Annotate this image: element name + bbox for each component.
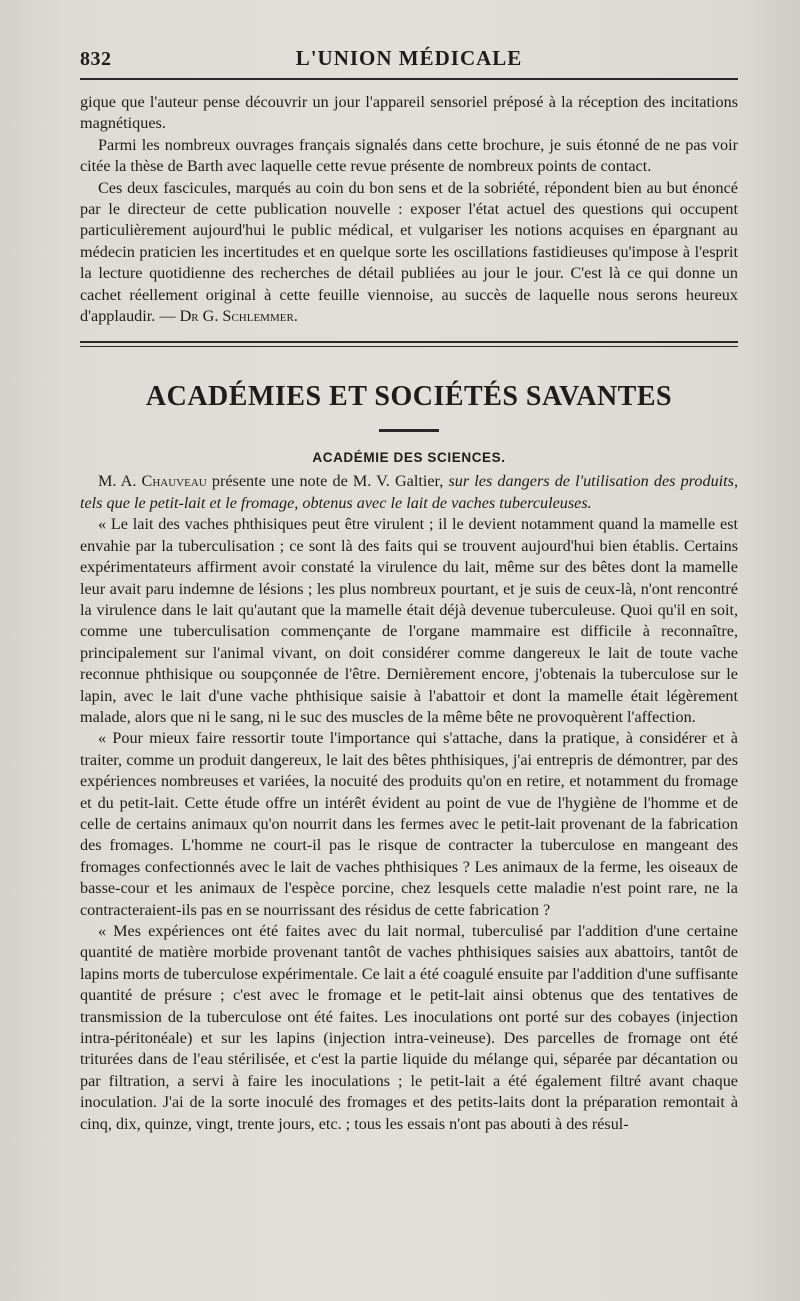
intro-paragraph-3	[80, 178, 738, 328]
body-paragraph-3: « Pour mieux faire ressortir toute l'importance qui s'attache, dans la pratique, à considérer et à traiter, comme un produit dangereux, le lait des bêtes phthisiques, j'ai entrepris de démontrer, par des expériences nombreuses et variées, la nocuité des produits qu'on en retire, et notamment du fromage et du petit-lait. Cette étude offre un intérêt évident au point de vue de l'hygiène de l'homme et de celle de certains animaux qu'on nourrit dans les fermes avec le petit-lait provenant de la fabrication des fromages. L'homme ne court-il pas le risque de contracter la tuberculose en mangeant des fromages confectionnés avec le lait de vaches phthisiques ? Les animaux de la ferme, les oiseaux de basse-cour et les animaux de l'espèce porcine, chez lesquels cette maladie n'est point rare, ne la contracteraient-ils pas en se nourrissant des résidus de cette fabrication ?	[80, 729, 738, 919]
section-title-rule	[379, 429, 439, 432]
page-number: 832	[80, 48, 112, 70]
body-paragraph-1	[80, 471, 738, 514]
section-title: ACADÉMIES ET SOCIÉTÉS SAVANTES	[145, 381, 673, 413]
body-paragraph-4: « Mes expériences ont été faites avec du lait normal, tuberculisé par l'addition d'une certaine quantité de matière morbide provenant tantôt de vaches phthisiques saisies aux abattoirs, tantôt de lapins morts de tuberculose expérimentale. Ce lait a été coagulé ensuite par l'addition d'une suffisante quantité de présure ; c'est avec le fromage et le petit-lait ainsi obtenus que des tentatives de transmission de la tuberculose ont été faites. Les inoculations ont porté sur des cobayes (injection intra-péritonéale) et sur les lapins (injection intra-veineuse). Des parcelles de fromage ont été triturées dans de l'eau stérilisée, et c'est la partie liquide du mélange qui, séparée par décantation ou par filtration, a servi à faire les inoculations ; le petit-lait a été également filtré avant chaque inoculation. J'ai de la sorte inoculé des fromages et des petits-laits dont la préparation remontait à cinq, dix, quinze, vingt, trente jours, etc. ; tous les essais n'ont pas abouti à des résul-	[80, 922, 738, 1133]
body-paragraph-1-text: présente une note de M. V. Galtier,	[206, 472, 449, 491]
body-paragraph-2: « Le lait des vaches phthisiques peut être virulent ; il le devient notamment quand la mamelle est envahie par la tuberculisation ; ce sont là des faits qui se trouvent aujourd'hui bien établis. Certains expérimentateurs affirment avoir constaté la virulence du lait, même sur des bêtes dont la mamelle leur avait paru indemne de lésions ; les plus nombreux pourtant, et je suis de ceux-là, n'ont rencontré la virulence dans le lait qu'autant que la mamelle était déjà devenue tuberculeuse. Quoi qu'il en soit, comme une tuberculisation commençante de l'organe mammaire est difficile à reconnaître, principalement sur l'animal vivant, on doit considérer comme dangereux le lait de toute vache reconnue phthisique ou soupçonnée de l'être. Dernièrement encore, j'obtenais la tuberculose sur le lapin, avec le lait d'une vache phthisique saisie à l'abattoir et dont la mamelle était légèrement malade, alors que ni le sang, ni le suc des muscles de la même bête ne provoquèrent l'affection.	[80, 515, 738, 726]
subsection-title: ACADÉMIE DES SCIENCES.	[312, 450, 506, 466]
running-title: L'UNION MÉDICALE	[295, 46, 523, 70]
article-title: sur les dangers de l'utilisation des produits, tels que le petit-lait et le fromage, obtenus avec le lait de vaches tuberculeuses.	[80, 472, 739, 512]
intro-paragraph-2: Parmi les nombreux ouvrages français signalés dans cette brochure, je suis étonné de ne pas voir citée la thèse de Barth avec laquelle cette revue présente de nombreux points de contact.	[80, 135, 738, 176]
header-rule	[80, 78, 738, 80]
intro-paragraph-1: gique que l'auteur pense découvrir un jour l'appareil sensoriel préposé à la réception des incitations magnétiques.	[80, 93, 738, 133]
intro-paragraph-3-text: Ces deux fascicules, marqués au coin du bon sens et de la sobriété, répondent bien au but énoncé par le directeur de cette publication nouvelle : exposer l'état actuel des questions qui occupent particulièrement aujourd'hui le public médical, et vulgariser les notions acquises en épargnant au médecin praticien les incertitudes et en quelque sorte les oscillations fastidieuses qu'impose à l'esprit la lecture quotidienne des recherches de détail publiées au jour le jour. C'est là ce qui donne un cachet réellement original à cette feuille viennoise, au succès de laquelle nous serons heureux d'applaudir. —	[80, 178, 738, 326]
page-header	[80, 38, 738, 78]
section-divider	[80, 341, 738, 347]
presenter-name: M. A. Chauveau	[98, 472, 207, 491]
signature: Dr G. Schlemmer.	[179, 307, 298, 326]
